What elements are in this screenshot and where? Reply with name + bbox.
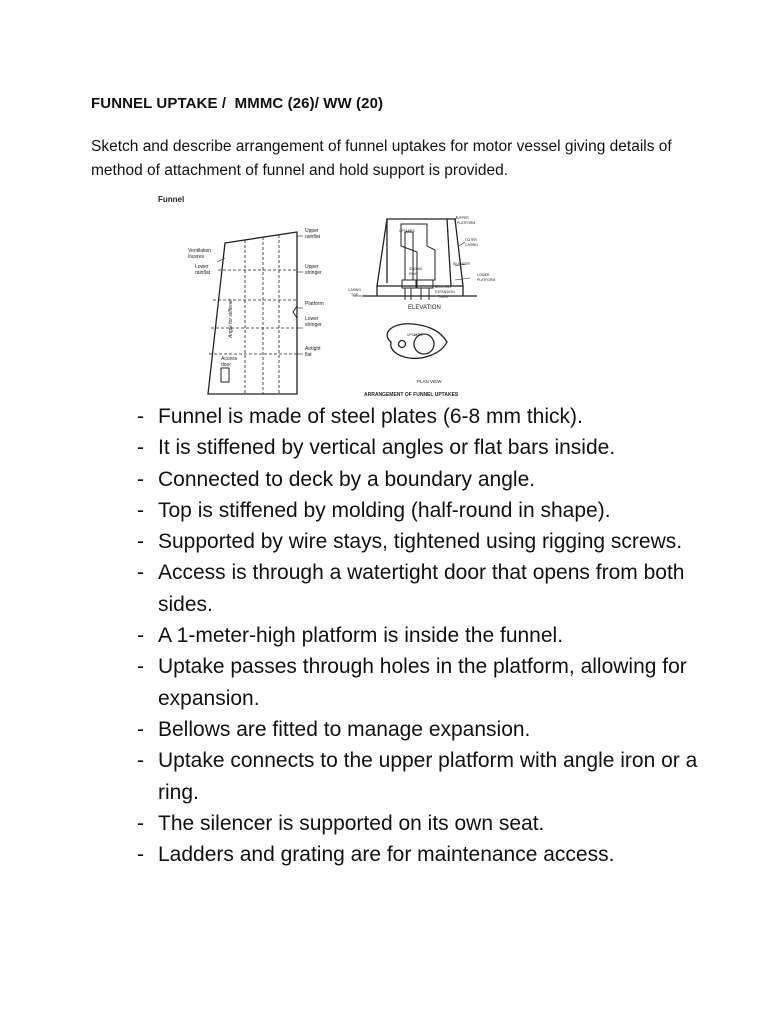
list-item [137, 401, 737, 432]
list-item-text: Funnel is made of steel plates (6-8 mm thick). [158, 405, 583, 428]
outer-casing-label-2: CASING [465, 243, 478, 247]
list-item-text: Supported by wire stays, tightened using rigging screws. [158, 530, 683, 554]
question-text: Sketch and describe arrangement of funnel uptakes for motor vessel giving details of method of attachment of funnel and hold support is provided. [91, 138, 672, 179]
bullet-marker: - [137, 811, 144, 835]
bullet-marker: - [137, 749, 144, 773]
list-item [137, 745, 737, 808]
list-item [137, 495, 737, 526]
upper-stringer-label-2: stringer [305, 270, 322, 276]
list-item-text: A 1-meter-high platform is inside the funnel. [158, 624, 564, 648]
elevation-label: ELEVATION [408, 305, 441, 311]
upper-rainflat-label-1: Upper [305, 228, 319, 234]
list-item-text: Ladders and grating are for maintenance access. [158, 843, 615, 867]
bullet-marker: - [137, 405, 144, 428]
casing-top-label-1: CASING [348, 288, 361, 292]
list-item [137, 839, 737, 870]
angle-for-stiffener-label: Angle for stiffener [228, 298, 234, 338]
upper-platform-label-1: UPPER [457, 216, 469, 220]
lower-platform-label-2: PLATFORM [477, 278, 496, 282]
bullet-marker: - [137, 467, 144, 491]
bellows-label-1: BELLOWS [435, 285, 452, 289]
funnel-uptake-drawing [155, 188, 513, 402]
bullet-marker: - [137, 498, 144, 522]
plan-uptakes-label: UPTAKES [407, 333, 423, 337]
bellows-label-2: EXPANSION [435, 290, 455, 294]
list-item-text: Uptake connects to the upper platform with angle iron or a ring. [158, 749, 698, 804]
bullet-marker: - [137, 655, 144, 679]
lower-rainflat-label-2: rainflat [195, 270, 211, 276]
list-item-text: Bellows are fitted to manage expansion. [158, 717, 531, 741]
list-item [137, 432, 737, 463]
list-item [137, 464, 737, 495]
outer-casing-label-1: OUTER [465, 238, 477, 242]
bullet-marker: - [137, 624, 144, 648]
funnel-title: Funnel [158, 195, 185, 204]
lower-platform-label-1: LOWER [477, 273, 490, 277]
bellows-label-3: JOINT [439, 295, 449, 299]
upper-rainflat-label-2: rainflat [305, 234, 321, 240]
sliding-ring-label-1: SLIDING [409, 267, 423, 271]
list-item [137, 808, 737, 839]
list-item-text: Access is through a watertight door that opens from both sides. [158, 561, 685, 616]
list-item [137, 526, 737, 557]
bullet-marker: - [137, 436, 144, 460]
lower-rainflat-label-1: Lower [195, 264, 209, 270]
lower-stringer-label-2: stringer [305, 322, 322, 328]
upper-stringer-label-1: Upper [305, 264, 319, 270]
bullet-marker: - [137, 561, 144, 585]
list-item-text: Top is stiffened by molding (half-round in shape). [158, 498, 611, 522]
list-item [137, 620, 737, 651]
bullet-marker: - [137, 530, 144, 554]
platform-label: Platform [305, 301, 324, 307]
airtight-flat-label-1: Airtight [305, 346, 321, 352]
funnel-uptake-figure [155, 188, 513, 402]
document-heading: FUNNEL UPTAKE / MMMC (26)/ WW (20) [91, 95, 384, 112]
ventilation-louvres-label-2: louvres [188, 254, 205, 260]
list-item [137, 651, 737, 714]
upper-platform-label-2: PLATFORM [457, 221, 476, 225]
list-item [137, 557, 737, 620]
sliding-ring-label-2: RING [409, 272, 418, 276]
casing-top-label-2: TOP [351, 293, 358, 297]
lower-stringer-label-1: Lower [305, 316, 319, 322]
plan-view-label: PLAN VIEW [417, 379, 442, 384]
figure-caption: ARRANGEMENT OF FUNNEL UPTAKES [364, 392, 459, 398]
ventilation-louvres-label-1: Ventilation [188, 248, 212, 254]
uptakes-label: UPTAKES [399, 229, 415, 233]
bullet-list [137, 401, 737, 870]
airtight-flat-label-2: flat [305, 352, 312, 358]
list-item-text: Uptake passes through holes in the platform, allowing for expansion. [158, 655, 687, 710]
bullet-marker: - [137, 843, 144, 867]
list-item-text: The silencer is supported on its own seat. [158, 811, 545, 835]
list-item [137, 714, 737, 745]
list-item-text: Connected to deck by a boundary angle. [158, 467, 536, 491]
bullet-marker: - [137, 717, 144, 741]
silencer-label: SILENCER [453, 262, 470, 266]
list-item-text: It is stiffened by vertical angles or flat bars inside. [158, 436, 616, 460]
access-door-label-1: Access [221, 356, 238, 362]
access-door-label-2: door [221, 362, 232, 368]
